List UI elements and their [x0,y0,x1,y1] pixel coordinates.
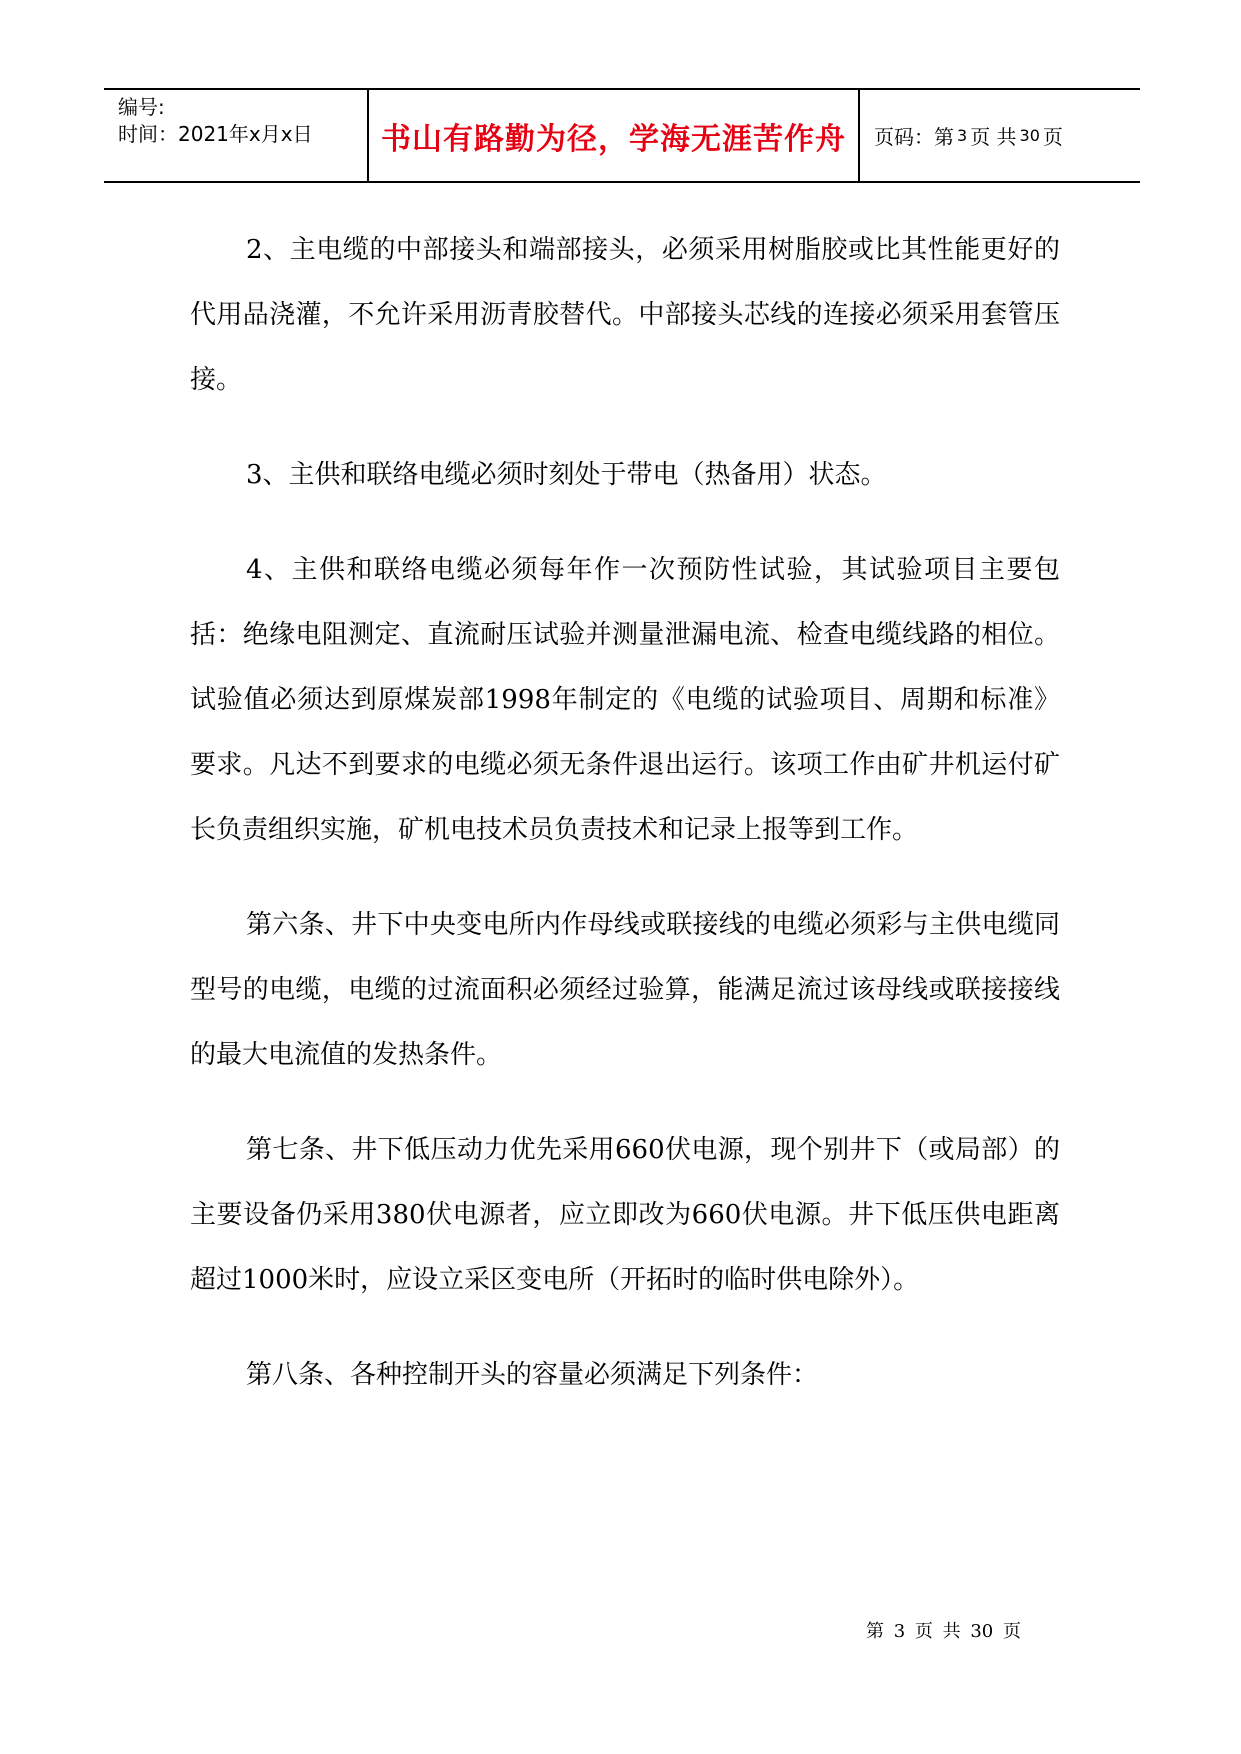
header-meta [118,94,363,148]
header-divider [858,90,860,181]
document-time-label: 时间：2021年x月x日 [118,122,313,146]
header-slogan: 书山有路勤为径，学海无涯苦作舟 [381,121,846,157]
page-total: 30 [1019,126,1040,145]
page-mid: 页 共 [970,125,1017,149]
paragraph: 第七条、井下低压动力优先采用660伏电源，现个别井下（或局部）的主要设备仍采用380伏电源者，应立即改为660伏电源。井下低压供电距离超过1000米时，应设立采区变电所（开拓时的临时供电除外）。 [190,1135,1060,1295]
paragraph: 2、主电缆的中部接头和端部接头，必须采用树脂胶或比其性能更好的代用品浇灌，不允许采用沥青胶替代。中部接头芯线的连接必须采用套管压接。 [190,235,1060,395]
document-number-label: 编号: [118,95,165,119]
page-current: 3 [957,126,968,145]
page-prefix: 页码：第 [874,125,954,149]
page-footer: 第 3 页 共 30 页 [866,1621,1021,1642]
page-header [104,88,1140,183]
paragraph: 4、主供和联络电缆必须每年作一次预防性试验，其试验项目主要包括：绝缘电阻测定、直流耐压试验并测量泄漏电流、检查电缆线路的相位。试验值必须达到原煤炭部1998年制定的《电缆的试验项目、周期和标准》要求。凡达不到要求的电缆必须无条件退出运行。该项工作由矿井机运付矿长负责组织实施，矿机电技术员负责技术和记录上报等到工作。 [190,555,1060,845]
header-page-indicator [874,90,1063,181]
paragraph: 3、主供和联络电缆必须时刻处于带电（热备用）状态。 [246,460,887,490]
paragraph: 第六条、井下中央变电所内作母线或联接线的电缆必须彩与主供电缆同型号的电缆，电缆的过流面积必须经过验算，能满足流过该母线或联接接线的最大电流值的发热条件。 [190,910,1060,1070]
paragraph: 第八条、各种控制开头的容量必须满足下列条件： [246,1360,819,1390]
page-suffix: 页 [1042,125,1063,149]
document-body [190,218,1060,1438]
